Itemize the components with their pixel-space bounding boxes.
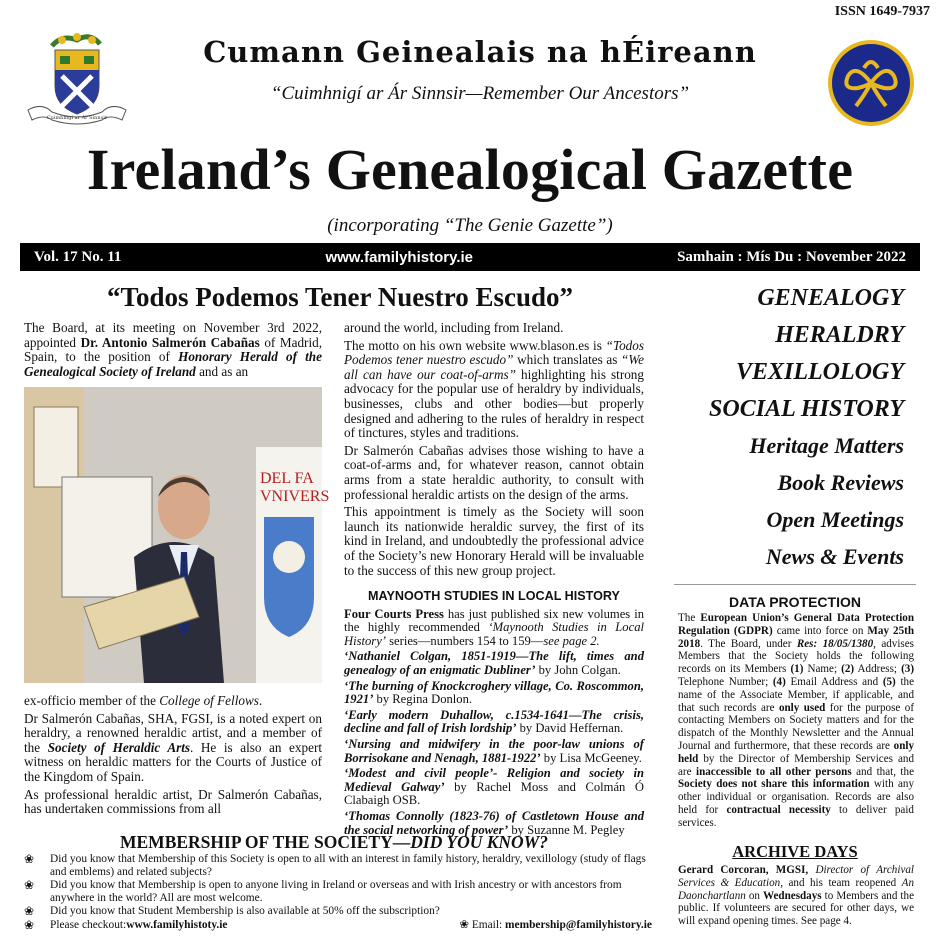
volume-number: Vol. 17 No. 11 (34, 248, 122, 265)
article-headline: “Todos Podemos Tener Nuestro Escudo” (106, 282, 574, 312)
photo-banner-text: DEL FA (260, 470, 314, 487)
list-item: ❀ Did you know that Membership is open to anyone living in Ireland or overseas and with Irish ancestry or with ancestors from anywhere in the world? All are most welcome. (24, 878, 622, 904)
article-paragraph: Dr Salmerón Cabañas, SHA, FGSI, is a noted expert on heraldry, a renowned heraldic artist, and a member of the Society of Heraldic Arts. He is also an expert witness on heraldic matters for the Courts of Justice of the Kingdom of Spain. (24, 710, 322, 784)
article-column-2 (344, 321, 644, 581)
svg-text:VNIVERS: VNIVERS (260, 488, 330, 505)
maynooth-intro: Four Courts Press has just published six new volumes in the highly recommended ‘Maynooth Studies in Local History’ series—numbers 154 to 159—see page 2. (344, 606, 644, 648)
checkout-link[interactable]: www.familyhistoty.ie (126, 918, 228, 931)
article-paragraph: The Board, at its meeting on November 3rd 2022, appointed Dr. Antonio Salmerón Cabañas of Madrid, Spain, to the position of Honorary Herald of the Genealogical Society of Ireland and as an (24, 320, 322, 379)
article-paragraph: ex-officio member of the College of Fellows. (24, 693, 263, 708)
book-item: ‘Nursing and midwifery in the poor-law unions of Borrisokane and Nenagh, 1881-1922’ by Lisa McGeeney. (344, 736, 644, 765)
article-paragraph: Dr Salmerón Cabañas advises those wishing to have a coat-of-arms and, for whatever reason, cannot obtain arms from a state heraldic authority, to consult with professional heraldic artists on the design of the arms. (344, 442, 644, 502)
issn: ISSN 1649-7937 (834, 4, 930, 19)
clover-bullet-icon: ❀ (459, 918, 472, 931)
society-crest-logo (22, 28, 132, 128)
crest-scroll-text: Cuimhnigí ar Ár Sinnsir (46, 115, 108, 121)
website-url[interactable]: www.familyhistory.ie (325, 248, 474, 266)
membership-title: MEMBERSHIP OF THE SOCIETY—DID YOU KNOW? (119, 832, 548, 852)
article-paragraph: As professional heraldic artist, Dr Salmerón Cabañas, has undertaken commissions from all (24, 786, 322, 817)
topic-item: News & Events (765, 544, 904, 569)
book-item: ‘Nathaniel Colgan, 1851-1919—The lift, times and genealogy of an enigmatic Dubliner’ by John Colgan. (344, 649, 644, 677)
clover-bullet-icon: ❀ (24, 852, 35, 866)
herald-portrait-photo (24, 387, 330, 683)
topic-item: SOCIAL HISTORY (709, 396, 904, 422)
divider (674, 584, 916, 585)
article-column-1-top (24, 321, 322, 382)
topic-item: VEXILLOLOGY (736, 359, 904, 385)
archive-days-body: Gerard Corcoran, MGSI, Director of Archival Services & Education, and his team reopened An Daonchartlann on Wednesdays to Members and the public. If volunteers are secured for other days, we will expand opening times. See page 4. (678, 864, 914, 928)
topics-list (670, 283, 904, 579)
article-paragraph: This appointment is timely as the Society will soon launch its nationwide heraldic survey, the first of its kind in Ireland, and undoubtedly the professional advice of the Society’s new Honorary Herald will be invaluable to the success of this new group project. (344, 504, 644, 578)
topic-item: GENEALOGY (757, 285, 904, 311)
list-item: ❀ Did you know that Membership of this Society is open to all with an interest in family history, heraldry, vexillology (study of flags and emblems) and related subjects? (24, 852, 646, 878)
clover-bullet-icon: ❀ (24, 904, 35, 919)
book-item: ‘The burning of Knockcroghery village, Co. Roscommon, 1921’ by Regina Donlon. (344, 678, 644, 707)
maynooth-studies-section (344, 590, 644, 839)
celtic-knot-emblem (826, 38, 916, 128)
list-item: ❀ Did you know that Student Membership is also available at 50% off the subscription? (24, 904, 440, 919)
topic-item: HERALDRY (775, 322, 904, 348)
article-paragraph: around the world, including from Ireland. (344, 320, 564, 335)
book-item: ‘Early modern Duhallow, c.1534-1641—The crisis, decline and fall of Irish lordship’ by David Heffernan. (344, 707, 644, 736)
maynooth-title: MAYNOOTH STUDIES IN LOCAL HISTORY (368, 589, 620, 603)
book-item: ‘Modest and civil people’- Religion and society in Medieval Galway’ by Rachel Moss and Colmán Ó Clabaigh OSB. (344, 766, 645, 808)
issue-info-bar (20, 243, 920, 271)
motto: “Cuimhnigí ar Ár Sinnsir—Remember Our Ancestors” (270, 83, 690, 104)
masthead-subtitle: (incorporating “The Genie Gazette”) (327, 215, 613, 236)
email-link[interactable]: membership@familyhistory.ie (505, 918, 652, 931)
data-protection-title: DATA PROTECTION (729, 594, 861, 610)
data-protection-body: The European Union’s General Data Protection Regulation (GDPR) came into force on May 25th 2018. The Board, under Res: 18/05/1380, advises Members that the Society holds the following records on its Members (1) Name; (2) Address; (3) Telephone Number; (4) Email Address and (5) the name of the Associate Member, if applicable, and that such records are only used for the purpose of contacting Members on Society matters and for the dispatch of the Monthly Newsletter and the Annual Journal and furthermore, that these records are only held by the Director of Membership Services and are inaccessible to all other persons and that, the Society does not share this information with any other individual or organisation. Records are also held for contractual necessity to deliver paid services. (678, 612, 915, 829)
topic-item: Heritage Matters (749, 433, 904, 458)
issue-date: Samhain : Mís Du : November 2022 (677, 248, 906, 265)
archive-days-title: ARCHIVE DAYS (732, 842, 858, 861)
clover-bullet-icon: ❀ (24, 917, 35, 932)
article-paragraph: The motto on his own website www.blason.es is “Todos Podemos tener nuestro escudo” which translates as “We all can have our coat-of-arms” highlighting his strong advocacy for the popular use of heraldry by individuals, businesses, clubs and other bodies—but properly designed and adhering to the rules of heraldry in respect of tinctures, styles and traditions. (344, 337, 645, 441)
masthead-title: Ireland’s Genealogical Gazette (86, 137, 854, 202)
list-item: ❀ Please checkout: www.familyhistoty.ie ❀ Email: membership@familyhistory.ie (24, 917, 652, 932)
book-item: ‘Thomas Connolly (1823-76) of Castletown House and the social networking of power’ by Suzanne M. Pegley (344, 808, 644, 837)
clover-bullet-icon: ❀ (24, 878, 35, 893)
topic-item: Open Meetings (766, 507, 904, 532)
society-name: Cumann Geinealais na hÉireann (203, 35, 757, 69)
membership-list (24, 853, 654, 933)
topic-item: Book Reviews (777, 470, 904, 495)
article-column-1-bottom (24, 694, 322, 820)
